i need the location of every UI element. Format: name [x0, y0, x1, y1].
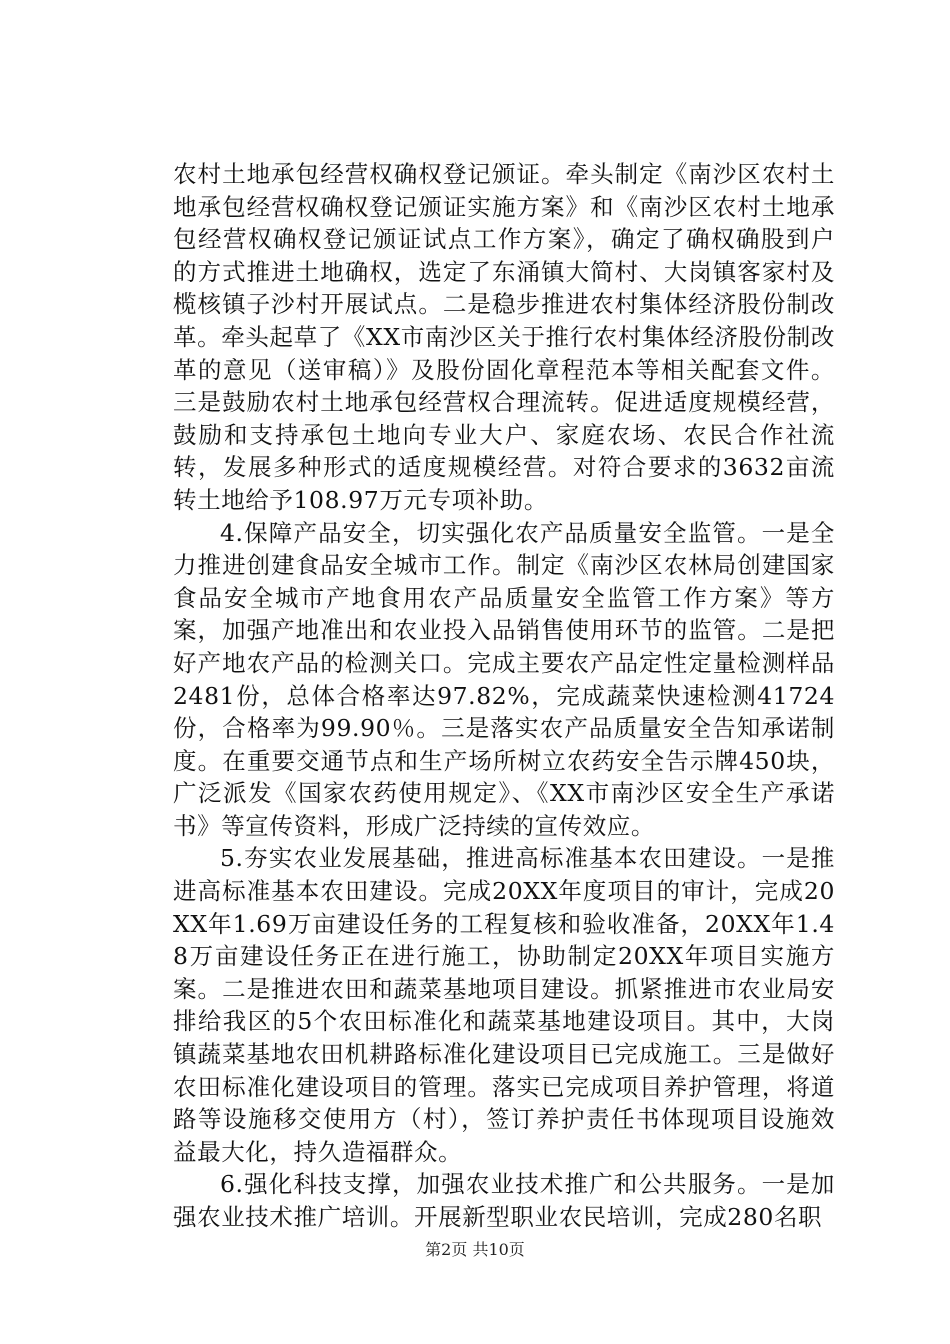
paragraph-farmland-construction: 5.夯实农业发展基础，推进高标准基本农田建设。一是推进高标准基本农田建设。完成20XX年度项目的审计，完成20XX年1.69万亩建设任务的工程复核和验收准备，20XX年1.48万亩建设任务正在进行施工，协助制定20XX年项目实施方案。二是推进农田和蔬菜基地项目建设。抓紧推进市农业局安排给我区的5个农田标准化和蔬菜基地建设项目。其中，大岗镇蔬菜基地农田机耕路标准化建设项目已完成施工。三是做好农田标准化建设项目的管理。落实已完成项目养护管理，将道路等设施移交使用方（村），签订养护责任书体现项目设施效益最大化，持久造福群众。	[173, 844, 835, 1166]
paragraph-land-rights: 农村土地承包经营权确权登记颁证。牵头制定《南沙区农村土地承包经营权确权登记颁证实施方案》和《南沙区农村土地承包经营权确权登记颁证试点工作方案》，确定了确权确股到户的方式推进土地确权，选定了东涌镇大简村、大岗镇客家村及榄核镇子沙村开展试点。二是稳步推进农村集体经济股份制改革。牵头起草了《XX市南沙区关于推行农村集体经济股份制改革的意见（送审稿）》及股份固化章程范本等相关配套文件。三是鼓励农村土地承包经营权合理流转。促进适度规模经营，鼓励和支持承包土地向专业大户、家庭农场、农民合作社流转，发展多种形式的适度规模经营。对符合要求的3632亩流转土地给予108.97万元专项补助。	[173, 160, 835, 514]
document-body	[173, 158, 835, 1234]
paragraph-product-safety: 4.保障产品安全，切实强化农产品质量安全监管。一是全力推进创建食品安全城市工作。制定《南沙区农林局创建国家食品安全城市产地食用农产品质量安全监管工作方案》等方案，加强产地准出和农业投入品销售使用环节的监管。二是把好产地农产品的检测关口。完成主要农产品定性定量检测样品2481份，总体合格率达97.82%，完成蔬菜快速检测41724份，合格率为99.90％。三是落实农产品质量安全告知承诺制度。在重要交通节点和生产场所树立农药安全告示牌450块，广泛派发《国家农药使用规定》、《XX市南沙区安全生产承诺书》等宣传资料，形成广泛持续的宣传效应。	[173, 518, 835, 840]
paragraph-tech-support: 6.强化科技支撑，加强农业技术推广和公共服务。一是加强农业技术推广培训。开展新型职业农民培训，完成280名职	[173, 1170, 835, 1231]
page-number-footer: 第2页 共10页	[425, 1240, 525, 1259]
